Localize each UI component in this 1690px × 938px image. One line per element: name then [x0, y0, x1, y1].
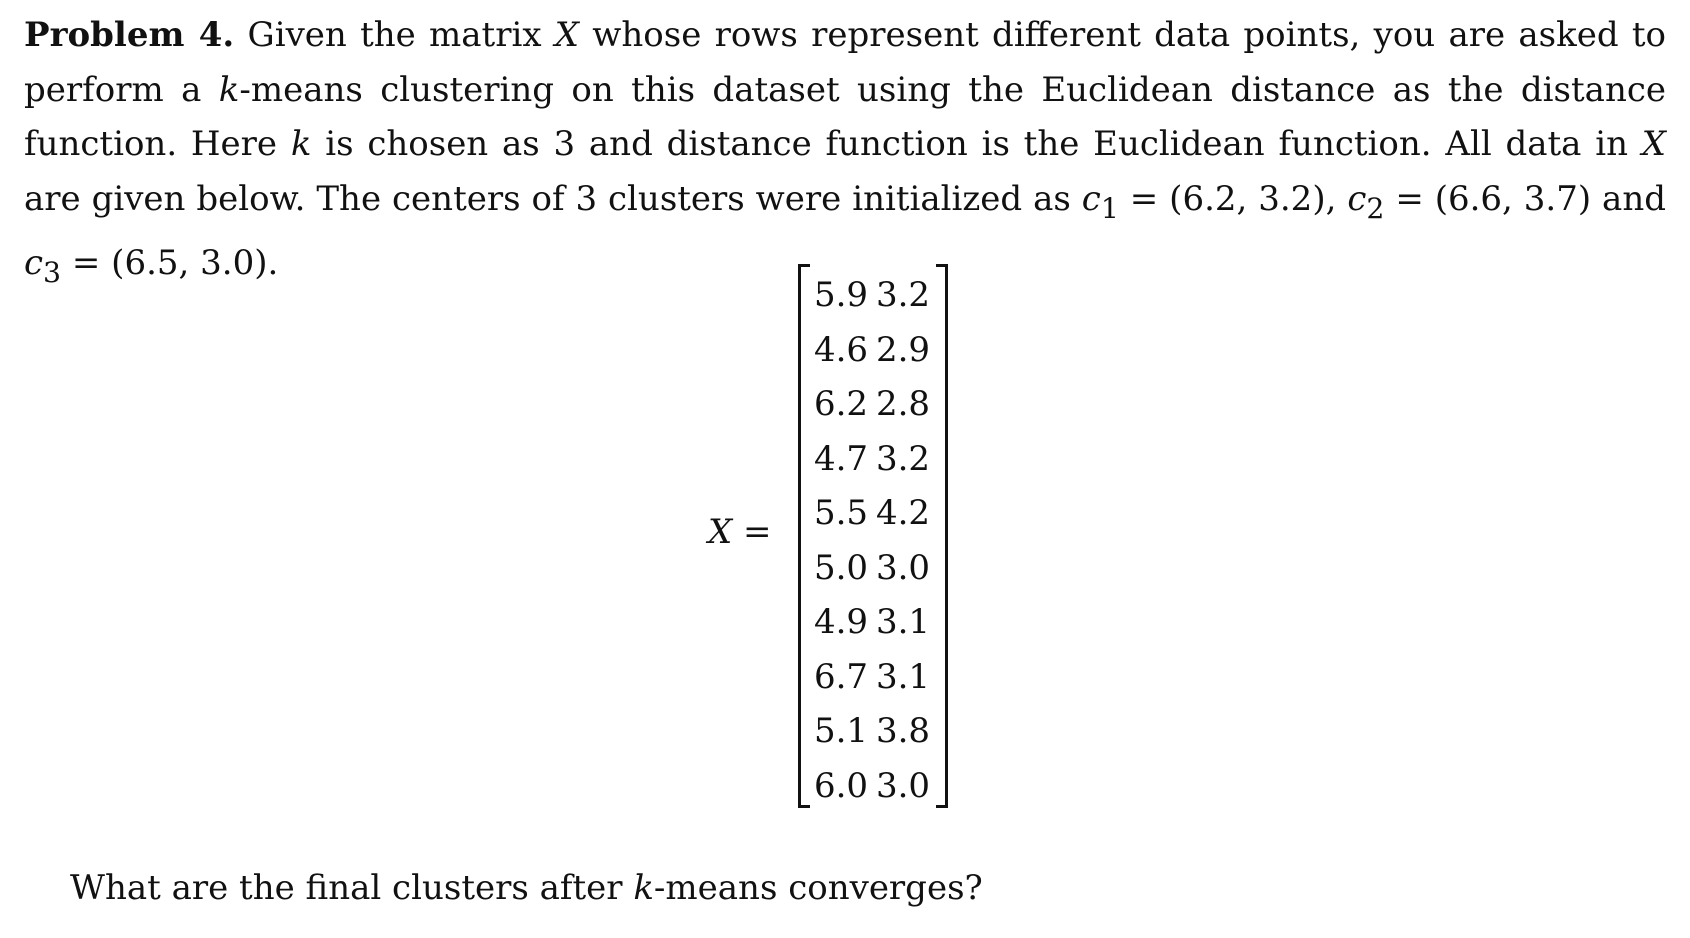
problem-text-part: are given below. The centers of 3 clusters were initialized as	[24, 178, 1082, 219]
matrix-cell: 6.0	[813, 765, 869, 806]
matrix-cell: 4.9	[813, 602, 869, 643]
matrix-cell: 4.2	[875, 493, 931, 534]
matrix-cell: 3.0	[875, 547, 931, 588]
matrix-row	[810, 323, 934, 378]
matrix-row	[810, 486, 934, 541]
matrix-cell: 5.0	[813, 547, 869, 588]
matrix-cell: 3.2	[875, 275, 931, 316]
problem-statement	[24, 8, 1666, 300]
k-variable: k	[290, 124, 312, 164]
question-part: What are the final clusters after	[70, 868, 634, 908]
center-variable: c	[1347, 178, 1367, 219]
matrix-cell: 2.9	[875, 329, 931, 370]
k-variable: k	[633, 868, 654, 908]
matrix-cell: 3.0	[875, 765, 931, 806]
matrix-row	[810, 541, 934, 596]
matrix-lhs-variable: X	[708, 512, 733, 552]
center-subscript: 2	[1366, 191, 1385, 225]
problem-text-part: is chosen as 3 and distance function is the Euclidean function. All data in	[311, 124, 1642, 164]
center-3-value: = (6.5, 3.0).	[61, 242, 279, 283]
center-1-value: = (6.2, 3.2),	[1118, 178, 1348, 219]
matrix-row	[810, 377, 934, 432]
matrix-row	[810, 650, 934, 705]
matrix-cell: 3.2	[875, 438, 931, 479]
matrix-cell: 4.6	[813, 329, 869, 370]
matrix-row	[810, 759, 934, 814]
matrix-row	[810, 704, 934, 759]
matrix-row	[810, 268, 934, 323]
matrix-row	[810, 595, 934, 650]
center-variable: c	[24, 242, 44, 283]
matrix-cell: 3.8	[875, 711, 931, 752]
question-text	[70, 868, 983, 908]
matrix-cell: 5.9	[813, 275, 869, 316]
matrix-variable: X	[1641, 124, 1666, 164]
matrix-cell: 6.2	[813, 384, 869, 425]
matrix-row	[810, 432, 934, 487]
k-variable: k	[218, 69, 240, 110]
matrix-cell: 4.7	[813, 438, 869, 479]
center-variable: c	[1081, 178, 1101, 219]
center-subscript: 1	[1100, 191, 1119, 225]
matrix-cell: 3.1	[875, 656, 931, 697]
center-2-value: = (6.6, 3.7) and	[1384, 178, 1666, 219]
problem-text-part: Given the matrix	[234, 15, 555, 55]
matrix-cell: 2.8	[875, 384, 931, 425]
matrix-cell: 6.7	[813, 656, 869, 697]
matrix-cell: 5.5	[813, 493, 869, 534]
matrix-variable: X	[554, 15, 579, 55]
matrix-cell: 5.1	[813, 711, 869, 752]
problem-text-part: whose rows represent different data points, you are asked to perform a	[24, 15, 1666, 110]
center-subscript: 3	[43, 255, 62, 289]
matrix-body	[810, 268, 934, 813]
question-part: -means converges?	[653, 868, 983, 908]
data-matrix	[700, 262, 960, 810]
matrix-cell: 3.1	[875, 602, 931, 643]
matrix-right-bracket	[936, 264, 948, 808]
matrix-equals-sign: =	[732, 512, 772, 552]
problem-label: Problem 4.	[24, 15, 235, 55]
problem-text-part: -means clustering on this dataset using the Euclidean distance as the distance function. Here	[24, 69, 1666, 164]
matrix-left-bracket	[798, 264, 810, 808]
matrix-lhs	[708, 512, 772, 552]
